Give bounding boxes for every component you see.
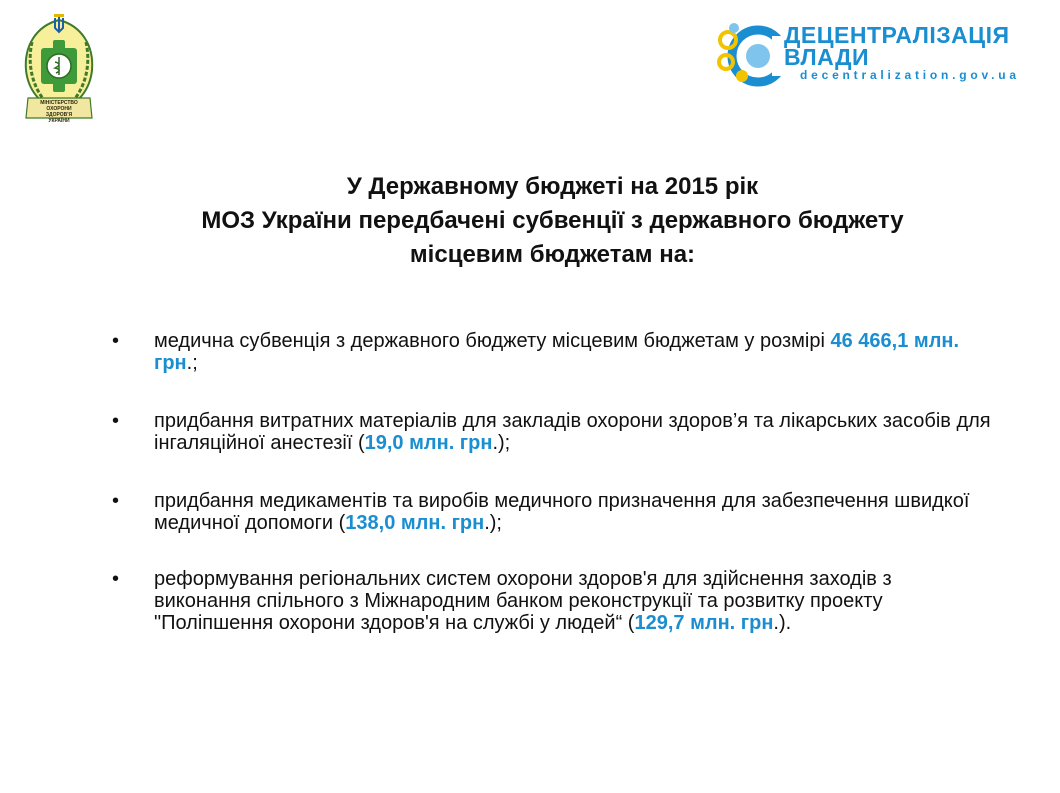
item-text: медична субвенція з державного бюджету місцевим бюджетам у розмірі <box>154 330 831 352</box>
decentralization-url: decentralization.gov.ua <box>800 68 1020 82</box>
bullet: • <box>112 568 120 590</box>
heading-line-1: У Державному бюджеті на 2015 рік <box>346 173 759 200</box>
decentralization-title-line2: ВЛАДИ <box>784 44 870 70</box>
item-amount: 46 466,1 млн. грн <box>154 330 960 374</box>
list-item <box>112 568 992 634</box>
item-amount: 129,7 млн. грн <box>634 612 774 634</box>
bullet: • <box>112 490 120 512</box>
decentralization-logo <box>712 16 1042 96</box>
list-item <box>112 410 992 454</box>
slide-heading <box>60 170 1045 272</box>
item-suffix: .); <box>484 512 502 534</box>
item-suffix: .; <box>186 352 198 374</box>
item-text: придбання витратних матеріалів для закладів охорони здоров’я та лікарських засобів для інгаляційної анестезії ( <box>154 410 991 454</box>
item-amount: 138,0 млн. грн <box>345 512 485 534</box>
subvention-list <box>112 330 992 634</box>
decentralization-title-line1: ДЕЦЕНТРАЛІЗАЦІЯ <box>784 22 1010 48</box>
item-amount: 19,0 млн. грн <box>364 432 493 454</box>
heading-line-2: МОЗ України передбачені субвенції з державного бюджету <box>201 207 904 234</box>
item-suffix: .); <box>492 432 511 454</box>
heading-line-3: місцевим бюджетам на: <box>409 241 696 268</box>
bullet: • <box>112 410 120 432</box>
bullet: • <box>112 330 120 352</box>
decentralization-title <box>784 24 1010 68</box>
decentralization-logo-icon <box>712 16 792 88</box>
item-text: реформування регіональних систем охорони здоров'я для здійснення заходів з виконання спільного з Міжнародним банком реконструкції та розвитку проекту "Поліпшення охорони здоров'я на службі у людей“ ( <box>154 568 892 634</box>
ministry-of-health-logo <box>18 12 100 124</box>
list-item <box>112 490 992 534</box>
list-item <box>112 330 992 374</box>
ministry-seal-text: МІНІСТЕРСТВО ОХОРОНИ ЗДОРОВ'Я УКРАЇНИ <box>40 100 78 124</box>
item-text: придбання медикаментів та виробів медичного призначення для забезпечення швидкої медичної допомоги ( <box>154 490 970 534</box>
item-suffix: .). <box>773 612 792 634</box>
